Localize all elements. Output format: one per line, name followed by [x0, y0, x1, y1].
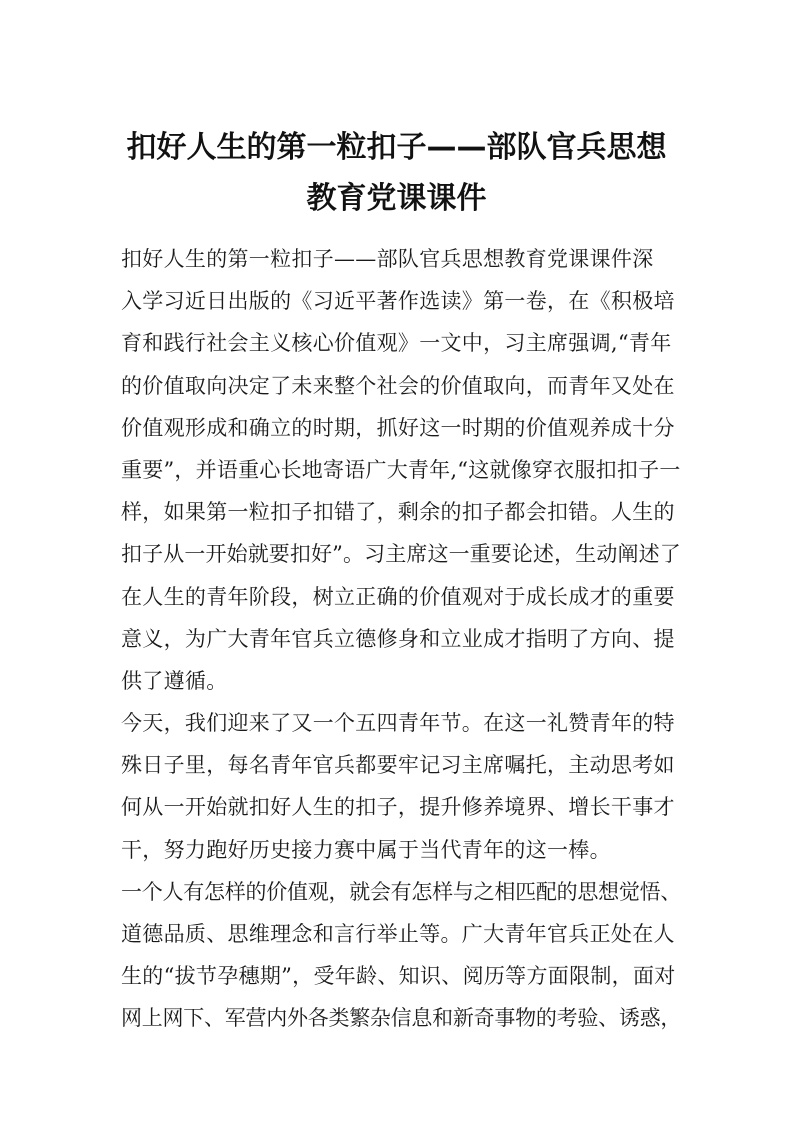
body-line: 入学习近日出版的《习近平著作选读》第一卷，在《积极培 — [121, 289, 675, 314]
document-title — [60, 122, 733, 224]
body-line: 意义，为广大青年官兵立德修身和立业成才指明了方向、提 — [121, 626, 675, 651]
body-line: 何从一开始就扣好人生的扣子，提升修养境界、增长干事才 — [121, 795, 675, 820]
body-line: 样，如果第一粒扣子扣错了，剩余的扣子都会扣错。人生的 — [121, 500, 675, 525]
body-line: 道德品质、思维理念和言行举止等。广大青年官兵正处在人 — [121, 922, 675, 946]
body-line: 供了遵循。 — [121, 668, 228, 693]
body-line: 今天，我们迎来了又一个五四青年节。在这一礼赞青年的特 — [121, 711, 675, 736]
body-line: 育和践行社会主义核心价值观》一文中，习主席强调,“青年 — [121, 331, 672, 356]
title-line: 扣好人生的第一粒扣子——部队官兵思想 — [126, 130, 667, 165]
body-line: 的价值取向决定了未来整个社会的价值取向，而青年又处在 — [121, 373, 675, 398]
body-line: 扣好人生的第一粒扣子——部队官兵思想教育党课课件深 — [121, 247, 654, 271]
title-line: 教育党课课件 — [306, 181, 487, 216]
body-line: 殊日子里，每名青年官兵都要牢记习主席嘱托，主动思考如 — [121, 753, 675, 778]
body-line: 扣子从一开始就要扣好”。习主席这一重要论述，生动阐述了 — [121, 542, 681, 567]
body-line: 在人生的青年阶段，树立正确的价值观对于成长成才的重要 — [121, 584, 675, 609]
body-line: 重要”，并语重心长地寄语广大青年,“这就像穿衣服扣扣子一 — [121, 457, 681, 482]
body-line: 网上网下、军营内外各类繁杂信息和新奇事物的考验、诱惑， — [121, 1006, 682, 1031]
document-body — [121, 238, 681, 1040]
body-line: 生的“拔节孕穗期”，受年龄、知识、阅历等方面限制，面对 — [121, 964, 676, 989]
body-line: 价值观形成和确立的时期，抓好这一时期的价值观养成十分 — [121, 415, 675, 440]
body-line: 干，努力跑好历史接力赛中属于当代青年的这一棒。 — [121, 837, 611, 862]
body-line: 一个人有怎样的价值观，就会有怎样与之相匹配的思想觉悟、 — [121, 879, 682, 904]
